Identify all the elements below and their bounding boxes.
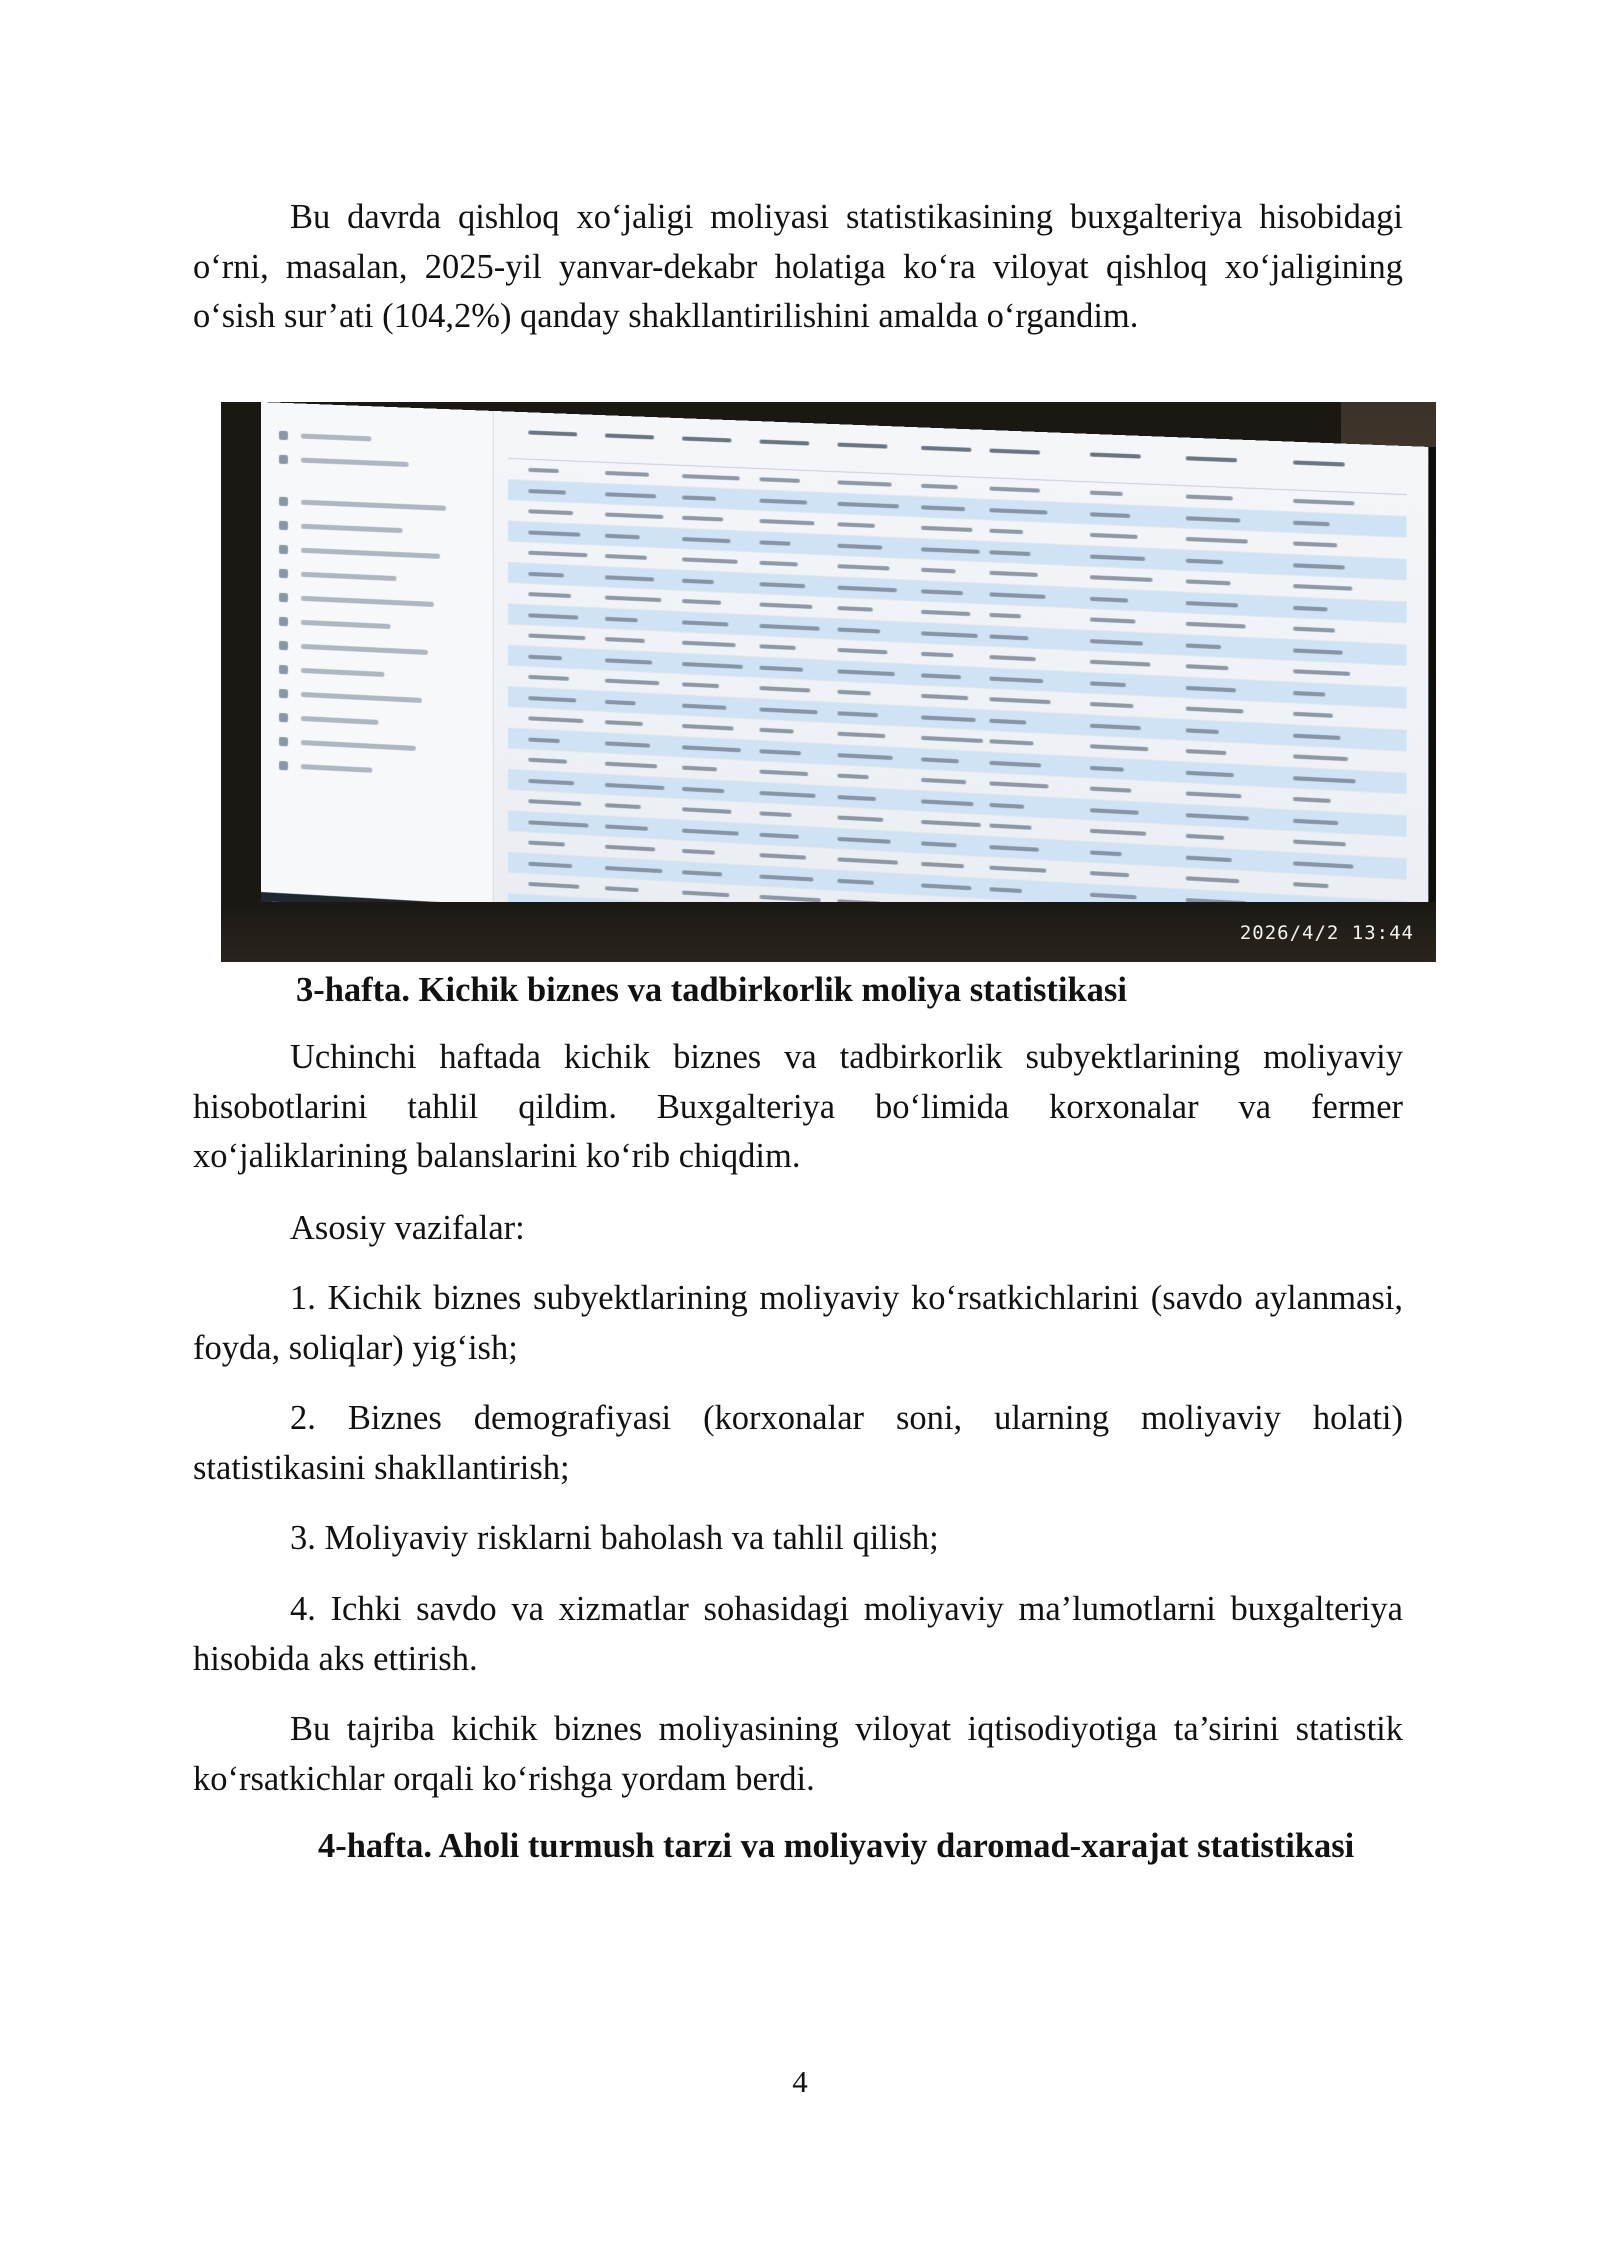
header-cell — [921, 446, 971, 452]
table-cell — [759, 749, 801, 755]
table-cell — [921, 820, 981, 827]
header-cell — [605, 433, 654, 439]
header-cell — [1186, 456, 1237, 462]
table-cell — [989, 697, 1050, 704]
table-cell — [528, 613, 578, 619]
table-cell — [759, 602, 812, 608]
sidebar-item — [301, 764, 372, 773]
sidebar-item — [301, 668, 384, 677]
table-cell — [605, 492, 656, 498]
table-cell — [921, 484, 958, 490]
table-cell — [1186, 876, 1240, 883]
table-cell — [605, 699, 636, 705]
table-cell — [528, 489, 566, 495]
table-cell — [1293, 797, 1331, 803]
table-cell — [1293, 776, 1356, 783]
table-cell — [528, 799, 581, 806]
task-item-1: 1. Kichik biznes subyektlarining moliyaviy ko‘rsatkichlarini (savdo aylanmasi, foyda, soliqlar) yig‘ish; — [193, 1279, 1403, 1367]
sidebar-icon — [279, 689, 288, 698]
table-cell — [1186, 516, 1241, 522]
table-cell — [837, 857, 898, 864]
monitor-photo — [221, 402, 1436, 962]
table-cell — [1090, 871, 1129, 877]
table-cell — [1293, 839, 1346, 846]
table-cell — [1186, 855, 1232, 862]
tasks-intro: Asosiy vazifalar: — [290, 1209, 525, 1247]
table-cell — [989, 634, 1028, 640]
table-cell — [837, 501, 899, 508]
sidebar-item — [301, 500, 446, 511]
table-cell — [989, 655, 1035, 661]
table-cell — [989, 676, 1043, 683]
table-cell — [989, 739, 1033, 745]
table-cell — [921, 883, 971, 890]
table-cell — [921, 694, 968, 700]
table-cell — [837, 606, 872, 612]
table-cell — [1090, 765, 1124, 771]
table-cell — [1186, 791, 1242, 798]
table-cell — [682, 849, 715, 855]
table-cell — [682, 870, 722, 876]
table-cell — [682, 891, 729, 898]
table-cell — [759, 770, 808, 777]
table-cell — [528, 633, 585, 640]
table-cell — [528, 882, 579, 889]
table-cell — [759, 853, 806, 860]
table-cell — [528, 592, 571, 598]
table-cell — [605, 616, 638, 622]
table-cell — [1186, 664, 1229, 670]
table-cell — [1090, 512, 1130, 518]
table-cell — [605, 741, 650, 747]
table-cell — [837, 794, 876, 800]
table-cell — [1293, 754, 1348, 761]
table-cell — [921, 547, 980, 554]
table-cell — [989, 802, 1024, 808]
table-cell — [1293, 818, 1338, 825]
table-cell — [989, 592, 1045, 599]
table-cell — [1090, 596, 1128, 602]
table-cell — [989, 529, 1023, 535]
table-cell — [921, 715, 976, 722]
table-cell — [528, 675, 569, 681]
table-cell — [605, 554, 647, 560]
table-cell — [605, 471, 649, 477]
monitor-screen — [261, 402, 1436, 962]
task-item-3: 3. Moliyaviy risklarni baholash va tahlil qilish; — [290, 1519, 939, 1557]
table-cell — [605, 512, 664, 519]
table-cell — [1293, 627, 1335, 633]
table-cell — [528, 737, 560, 743]
sidebar-icon — [279, 431, 288, 440]
table-cell — [759, 665, 803, 671]
table-cell — [837, 753, 892, 760]
table-cell — [837, 669, 894, 676]
table-cell — [759, 519, 814, 525]
table-cell — [1186, 494, 1233, 500]
sidebar-item — [301, 434, 371, 442]
week3-paragraph: Uchinchi haftada kichik biznes va tadbirkorlik subyektlarining moliyaviy hisobotlarini tahlil qildim. Buxgalteriya bo‘limida korxonalar va fermer xo‘jaliklarining balanslarini ko‘rib chiqdim. — [193, 1038, 1403, 1175]
table-cell — [605, 533, 640, 539]
sidebar-item — [301, 740, 416, 751]
table-cell — [1186, 813, 1249, 820]
table-cell — [1293, 563, 1345, 569]
table-cell — [1090, 808, 1139, 815]
table-cell — [921, 652, 954, 658]
table-cell — [605, 596, 661, 603]
table-cell — [921, 799, 974, 806]
table-cell — [1090, 786, 1131, 792]
table-cell — [1293, 584, 1352, 591]
header-cell — [759, 440, 809, 446]
table-cell — [682, 724, 734, 731]
table-cell — [1186, 707, 1244, 714]
table-cell — [759, 790, 815, 797]
table-cell — [921, 610, 970, 616]
table-cell — [921, 673, 961, 679]
table-cell — [528, 841, 565, 847]
table-cell — [605, 865, 662, 872]
sidebar-icon — [279, 761, 288, 770]
table-cell — [837, 564, 889, 570]
table-cell — [1090, 491, 1123, 496]
table-cell — [605, 762, 657, 769]
table-cell — [682, 474, 740, 480]
week3-heading: 3-hafta. Kichik biznes va tadbirkorlik moliya statistikasi — [296, 971, 1127, 1009]
table-cell — [682, 682, 719, 688]
table-cell — [1186, 579, 1231, 585]
table-cell — [1293, 882, 1329, 888]
header-cell — [682, 436, 732, 442]
table-cell — [989, 508, 1047, 515]
table-cell — [1090, 829, 1146, 836]
table-cell — [682, 620, 728, 626]
table-cell — [1186, 601, 1238, 607]
table-cell — [528, 509, 573, 515]
table-cell — [682, 703, 726, 709]
table-cell — [1090, 575, 1153, 582]
table-cell — [921, 841, 957, 847]
table-cell — [759, 832, 798, 838]
sidebar-item — [301, 548, 440, 559]
table-cell — [1090, 723, 1141, 730]
table-cell — [1293, 499, 1355, 506]
sidebar-item — [301, 644, 428, 655]
table-cell — [837, 585, 897, 592]
table-cell — [1293, 541, 1337, 547]
table-cell — [605, 886, 639, 892]
table-cell — [605, 824, 648, 830]
table-cell — [837, 711, 878, 717]
table-cell — [605, 845, 655, 852]
table-cell — [921, 526, 972, 532]
table-cell — [1186, 834, 1225, 840]
table-cell — [921, 589, 963, 595]
table-cell — [1293, 648, 1343, 654]
table-cell — [1186, 558, 1223, 564]
table-cell — [605, 782, 665, 789]
sidebar-item — [301, 458, 409, 467]
table-cell — [1186, 643, 1221, 649]
table-cell — [1293, 861, 1353, 868]
table-cell — [989, 571, 1038, 577]
sidebar-icon — [279, 521, 288, 530]
table-cell — [605, 803, 641, 809]
table-cell — [605, 658, 652, 664]
table-cell — [528, 778, 574, 784]
sidebar-icon — [279, 593, 288, 602]
sidebar-icon — [279, 497, 288, 506]
sidebar-icon — [279, 545, 288, 554]
sidebar-item — [301, 620, 390, 629]
table-cell — [682, 516, 723, 522]
table-cell — [989, 866, 1046, 873]
table-cell — [682, 557, 738, 564]
table-cell — [837, 648, 887, 654]
table-cell — [528, 758, 567, 764]
sidebar-item — [301, 572, 396, 581]
table-cell — [759, 728, 793, 734]
table-cell — [759, 644, 795, 650]
data-table-image — [508, 420, 1407, 947]
week4-heading: 4-hafta. Aholi turmush tarzi va moliyaviy daromad-xarajat statistikasi — [318, 1827, 1355, 1865]
sidebar-item — [301, 524, 403, 533]
header-cell — [1293, 460, 1345, 466]
table-cell — [682, 828, 739, 835]
table-cell — [528, 530, 580, 536]
table-cell — [837, 522, 875, 528]
table-cell — [989, 613, 1021, 619]
table-cell — [682, 578, 714, 583]
table-cell — [528, 696, 576, 702]
table-cell — [921, 778, 966, 784]
table-cell — [759, 707, 817, 714]
table-cell — [682, 537, 731, 543]
task-item-4: 4. Ichki savdo va xizmatlar sohasidagi moliyaviy ma’lumotlarni buxgalteriya hisobida aks ettirish. — [193, 1590, 1403, 1678]
table-cell — [1090, 850, 1122, 856]
table-cell — [528, 468, 559, 473]
table-cell — [837, 627, 880, 633]
table-cell — [837, 774, 868, 780]
table-cell — [989, 487, 1040, 493]
table-cell — [989, 845, 1039, 852]
table-cell — [682, 807, 732, 814]
table-cell — [1186, 622, 1246, 629]
photo-timestamp: 2026/4/2 13:44 — [1239, 922, 1414, 944]
table-cell — [1090, 892, 1137, 899]
table-cell — [1090, 554, 1145, 561]
table-cell — [1090, 681, 1126, 687]
table-cell — [528, 654, 562, 660]
table-cell — [921, 505, 965, 511]
table-cell — [837, 480, 891, 486]
table-cell — [528, 820, 588, 827]
sidebar-item — [301, 716, 378, 725]
table-cell — [528, 551, 587, 558]
table-cell — [837, 878, 874, 884]
table-cell — [759, 811, 791, 817]
table-cell — [682, 766, 717, 772]
table-cell — [837, 732, 885, 738]
table-cell — [759, 477, 799, 483]
table-cell — [837, 543, 882, 549]
table-cell — [1090, 533, 1138, 539]
table-cell — [1293, 712, 1333, 718]
table-cell — [528, 571, 564, 577]
table-cell — [1090, 639, 1143, 646]
table-cell — [1186, 685, 1236, 692]
sidebar-icon — [279, 617, 288, 626]
task-item-2: 2. Biznes demografiyasi (korxonalar soni, ularning moliyaviy holati) statistikasini shakllantirish; — [193, 1399, 1403, 1487]
sidebar-icon — [279, 713, 288, 722]
header-cell — [1090, 452, 1141, 458]
table-cell — [1186, 537, 1248, 544]
table-cell — [1090, 617, 1136, 623]
table-cell — [605, 637, 645, 643]
table-cell — [528, 861, 572, 867]
table-cell — [759, 874, 813, 881]
table-cell — [682, 745, 741, 752]
sidebar-icon — [279, 737, 288, 746]
table-cell — [528, 716, 583, 723]
table-cell — [989, 887, 1022, 893]
table-cell — [989, 550, 1030, 556]
header-cell — [528, 430, 577, 436]
sidebar-item — [301, 692, 422, 703]
table-cell — [1293, 690, 1325, 696]
table-cell — [989, 760, 1041, 767]
sidebar-icon — [279, 569, 288, 578]
table-cell — [759, 498, 807, 504]
conclusion-paragraph: Bu tajriba kichik biznes moliyasining viloyat iqtisodiyotiga ta’sirini statistik ko‘rsatkichlar orqali ko‘rishga yordam berdi. — [193, 1710, 1403, 1798]
table-cell — [1186, 749, 1227, 755]
table-cell — [837, 815, 883, 822]
sidebar-item — [301, 596, 434, 607]
header-cell — [837, 443, 887, 449]
table-cell — [682, 641, 736, 648]
table-cell — [682, 495, 716, 500]
table-cell — [989, 823, 1031, 829]
table-cell — [921, 568, 956, 574]
sidebar-icon — [279, 455, 288, 464]
app-sidebar — [261, 402, 494, 935]
table-cell — [1293, 605, 1328, 611]
table-cell — [1090, 744, 1149, 751]
table-cell — [605, 679, 659, 686]
table-cell — [1293, 669, 1350, 676]
table-cell — [989, 718, 1026, 724]
table-cell — [682, 661, 743, 668]
table-cell — [1293, 520, 1330, 526]
table-cell — [921, 862, 964, 868]
table-cell — [1186, 728, 1219, 734]
sidebar-icon — [279, 665, 288, 674]
sidebar-icon — [279, 641, 288, 650]
table-cell — [1293, 733, 1340, 739]
table-cell — [605, 720, 643, 726]
table-cell — [759, 540, 790, 545]
header-cell — [989, 449, 1040, 455]
table-cell — [1090, 702, 1134, 708]
table-cell — [759, 582, 805, 588]
table-cell — [759, 561, 797, 567]
table-cell — [682, 599, 721, 605]
table-cell — [837, 836, 890, 843]
table-cell — [759, 623, 819, 630]
table-cell — [921, 631, 978, 638]
table-cell — [1186, 770, 1234, 777]
table-cell — [921, 757, 959, 763]
intro-paragraph: Bu davrda qishloq xo‘jaligi moliyasi statistikasining buxgalteriya hisobidagi o‘rni, masalan, 2025-yil yanvar-dekabr holatiga ko‘ra viloyat qishloq xo‘jaligining o‘sish sur’ati (104,2%) qanday shakllantirilishini amalda o‘rgandim. — [193, 198, 1403, 335]
table-cell — [921, 736, 983, 743]
table-cell — [605, 575, 654, 581]
table-cell — [682, 786, 724, 792]
table-cell — [1090, 660, 1151, 667]
table-cell — [989, 781, 1048, 788]
table-cell — [759, 686, 810, 693]
table-cell — [837, 690, 870, 696]
page-number: 4 — [792, 2064, 808, 2099]
